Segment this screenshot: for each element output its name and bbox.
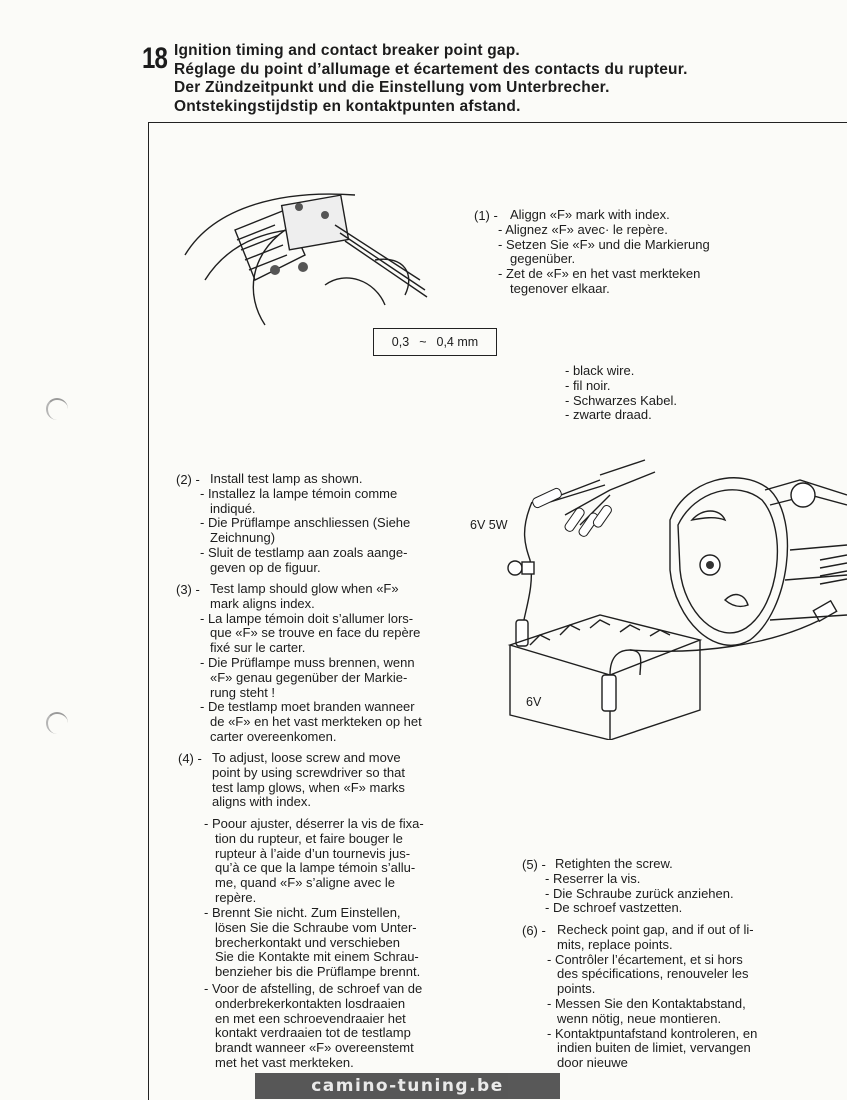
step-1-number: (1) -: [474, 208, 498, 223]
wire-note-line: - zwarte draad.: [565, 407, 652, 423]
step-6-line: door nieuwe: [557, 1055, 628, 1071]
step-4-line: en met een schroevendraaier het: [215, 1010, 406, 1026]
step-3-line: - Die Prüflampe muss brennen, wenn: [200, 654, 415, 670]
step-6-line: Recheck point gap, and if out of li-: [557, 922, 754, 937]
step-5-line: - Die Schraube zurück anziehen.: [545, 885, 734, 901]
step-4-line: - Voor de afstelling, de schroef van de: [204, 981, 423, 996]
step-4-line: aligns with index.: [212, 794, 311, 810]
step-3-line: rung steht !: [210, 684, 276, 700]
step-6-line: indien buiten de limiet, vervangen: [557, 1040, 751, 1056]
step-4-line: To adjust, loose screw and move: [212, 750, 401, 765]
step-5-line: - De schroef vastzetten.: [545, 900, 683, 916]
step-4-line: point by using screwdriver so that: [212, 764, 405, 780]
step-4-fr: [204, 817, 424, 906]
step-6-line: mits, replace points.: [557, 936, 673, 952]
step-4-line: - Poour ajuster, déserrer la vis de fixa-: [204, 816, 424, 831]
step-3-line: - De testlamp moet branden wanneer: [200, 699, 415, 715]
step-4-line: - Brennt Sie nicht. Zum Einstellen,: [204, 905, 401, 920]
step-6-text: [547, 922, 758, 1071]
step-3-line: Test lamp should glow when «F»: [210, 581, 399, 596]
step-4-de: [204, 906, 420, 980]
title-nl: Ontstekingstijdstip en kontaktpunten afstand.: [174, 97, 521, 115]
step-4-line: met het vast merkteken.: [215, 1054, 354, 1070]
wire-note-line: - black wire.: [565, 363, 635, 378]
punch-hole: [46, 712, 68, 734]
spec-min: 0,3: [391, 335, 410, 349]
wire-note-line: - fil noir.: [565, 377, 611, 393]
step-4-line: brecherkontakt und verschieben: [215, 934, 401, 950]
spec-separator: ~: [419, 335, 427, 349]
step-4-line: me, quand «F» s’aligne avec le: [215, 875, 395, 891]
step-6-number: (6) -: [522, 923, 546, 938]
step-5-text: [545, 856, 734, 916]
step-4-line: tion du rupteur, et faire bouger le: [215, 830, 403, 846]
step-6-line: des spécifications, renouveler les: [557, 966, 749, 982]
step-1-line: - Zet de «F» en het vast merkteken: [498, 266, 701, 282]
step-4-number: (4) -: [178, 751, 202, 766]
step-2-line: Zeichnung): [210, 530, 276, 546]
step-5-line: - Reserrer la vis.: [545, 870, 641, 886]
step-4-line: benzieher bis die Prüflampe brennt.: [215, 964, 421, 980]
step-6-line: points.: [557, 981, 596, 997]
step-4-en: [212, 751, 405, 810]
wire-note: [565, 364, 677, 423]
step-4-line: kontakt verdraaien tot de testlamp: [215, 1025, 411, 1041]
step-4-line: rupteur à l’aide d’un tournevis jus-: [215, 845, 411, 861]
step-4-line: lösen Sie die Schraube vom Unter-: [215, 919, 417, 935]
step-2-text: [200, 471, 411, 576]
title-de: Der Zündzeitpunkt und die Einstellung vom Unterbrecher.: [174, 79, 610, 96]
step-1-line: gegenüber.: [510, 251, 576, 267]
step-2-line: - Sluit de testlamp aan zoals aange-: [200, 544, 408, 560]
step-2-line: indiqué.: [210, 500, 256, 516]
punch-hole: [46, 398, 68, 420]
step-2-line: geven op de figuur.: [210, 559, 321, 575]
step-4-line: qu’à ce que la lampe témoin s’allu-: [215, 860, 416, 876]
wire-note-line: - Schwarzes Kabel.: [565, 392, 677, 408]
step-6-line: wenn nötig, neue montieren.: [557, 1010, 722, 1026]
step-3-text: [200, 581, 422, 745]
battery-label: 6V: [526, 695, 542, 709]
title-en: Ignition timing and contact breaker point gap.: [174, 42, 520, 59]
step-1-line: Aliggn «F» mark with index.: [510, 207, 670, 222]
step-6-line: - Contrôler l’écartement, et si hors: [547, 951, 743, 967]
step-3-line: carter overeenkomen.: [210, 728, 337, 744]
section-number: 18: [142, 42, 168, 75]
step-3-number: (3) -: [176, 582, 200, 597]
contact-breaker-illustration: [175, 185, 435, 335]
step-3-line: fixé sur le carter.: [210, 640, 306, 656]
step-4-nl: [204, 982, 422, 1071]
point-gap-spec: [373, 328, 497, 356]
test-lamp-wiring-diagram: [470, 450, 847, 740]
step-6-line: - Messen Sie den Kontaktabstand,: [547, 995, 746, 1011]
step-2-line: Install test lamp as shown.: [210, 471, 363, 486]
site-watermark: camino-tuning.be: [255, 1073, 560, 1099]
step-3-line: mark aligns index.: [210, 595, 315, 611]
section-title: [174, 42, 688, 116]
lamp-label: 6V 5W: [470, 518, 508, 532]
step-3-line: de «F» en het vast merkteken op het: [210, 714, 422, 730]
step-5-line: Retighten the screw.: [555, 856, 673, 871]
step-4-line: repère.: [215, 889, 257, 905]
step-3-line: «F» genau gegenüber der Markie-: [210, 669, 408, 685]
step-1-text: [498, 207, 710, 297]
step-4-line: test lamp glows, when «F» marks: [212, 779, 405, 795]
step-2-number: (2) -: [176, 472, 200, 487]
step-3-line: que «F» se trouve en face du repère: [210, 625, 421, 641]
spec-max: 0,4 mm: [436, 335, 479, 349]
step-4-line: brandt wanneer «F» overeenstemt: [215, 1040, 414, 1056]
step-1-line: - Alignez «F» avec· le repère.: [498, 221, 668, 237]
step-2-line: - Installez la lampe témoin comme: [200, 485, 398, 501]
step-2-line: - Die Prüflampe anschliessen (Siehe: [200, 515, 411, 531]
step-3-line: - La lampe témoin doit s’allumer lors-: [200, 610, 414, 626]
step-5-number: (5) -: [522, 857, 546, 872]
step-4-line: onderbrekerkontakten losdraaien: [215, 995, 406, 1011]
step-6-line: - Kontaktpuntafstand kontroleren, en: [547, 1025, 758, 1041]
step-4-line: Sie die Kontakte mit einem Schrau-: [215, 949, 419, 965]
step-1-line: - Setzen Sie «F» und die Markierung: [498, 236, 710, 252]
title-fr: Réglage du point d’allumage et écartement des contacts du rupteur.: [174, 60, 688, 78]
step-1-line: tegenover elkaar.: [510, 280, 610, 296]
